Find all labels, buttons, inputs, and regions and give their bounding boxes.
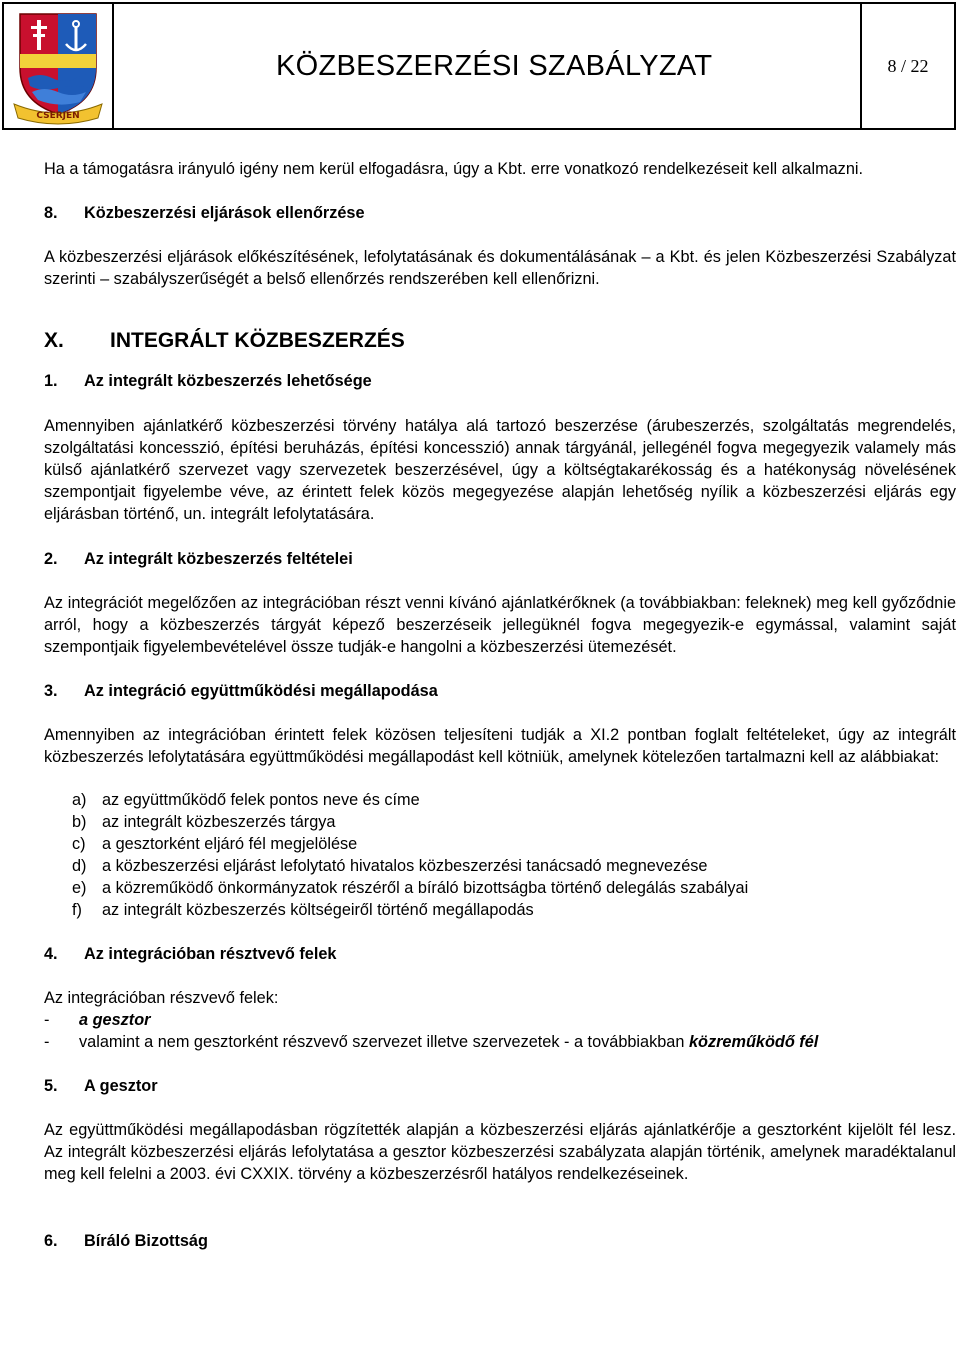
section-title: A gesztor bbox=[84, 1077, 158, 1095]
list-item bbox=[44, 1009, 956, 1031]
sub-2-heading bbox=[44, 548, 956, 570]
section-number: 4. bbox=[44, 945, 58, 963]
list-item-text: a közbeszerzési eljárást lefolytató hivatalos közbeszerzési tanácsadó megnevezése bbox=[102, 857, 708, 875]
list-item bbox=[72, 811, 956, 833]
list-item-label: - bbox=[44, 1011, 50, 1029]
sub-4-heading bbox=[44, 943, 956, 965]
list-item-text bbox=[79, 1031, 818, 1053]
section-title: Az integrált közbeszerzés lehetősége bbox=[84, 372, 372, 390]
sub-4-intro: Az integrációban részvevő felek: bbox=[44, 989, 279, 1007]
list-item-text: a közreműködő önkormányzatok részéről a bíráló bizottságba történő delegálás szabályai bbox=[102, 879, 749, 897]
section-title: Közbeszerzési eljárások ellenőrzése bbox=[84, 204, 365, 222]
list-item bbox=[72, 899, 956, 921]
coat-of-arms-icon bbox=[10, 6, 106, 126]
section-title: Az integrációban résztvevő felek bbox=[84, 945, 337, 963]
sub-1-heading bbox=[44, 370, 956, 392]
section-title: Bíráló Bizottság bbox=[84, 1232, 208, 1250]
list-item-label: e) bbox=[72, 879, 87, 897]
sub-3-body: Amennyiben az integrációban érintett felek közösen teljesíteni tudják a XI.2 pontban foglalt feltételeket, úgy az integrált közbeszerzés lefolytatására együttműködési megállapodást kell kötniük, amelynek kötelezően tartalmazni kell az alábbiakat: bbox=[44, 726, 956, 766]
intro-paragraph: Ha a támogatásra irányuló igény nem kerül elfogadásra, úgy a Kbt. erre vonatkozó rendelkezéseit kell alkalmazni. bbox=[44, 160, 864, 178]
section-number: 3. bbox=[44, 682, 58, 700]
page-number: 8 / 22 bbox=[887, 55, 929, 76]
list-item bbox=[72, 833, 956, 855]
section-number: 2. bbox=[44, 550, 58, 568]
list-item-label: d) bbox=[72, 857, 87, 875]
list-item-text: a gesztor bbox=[79, 1011, 151, 1029]
list-item bbox=[72, 789, 956, 811]
list-item bbox=[44, 1031, 956, 1053]
section-number: 8. bbox=[44, 204, 58, 222]
chapter-heading bbox=[44, 328, 956, 354]
sub-2-body: Az integrációt megelőzően az integrációban részt venni kívánó ajánlatkérőknek (a továbbiakban: feleknek) meg kell győződnie arról, hogy a közbeszerzés tárgyát képező beszerzéseik jellegüknél fogva megegyezik-e egymással, valamint saját szempontjaik figyelembevételével össze tudják-e hangolni a közbeszerzési ütemezését. bbox=[44, 594, 956, 656]
section-title: Az integráció együttműködési megállapodása bbox=[84, 682, 438, 700]
section-number: 6. bbox=[44, 1232, 58, 1250]
document-title: KÖZBESZERZÉSI SZABÁLYZAT bbox=[114, 4, 862, 128]
list-item-text: a gesztorként eljáró fél megjelölése bbox=[102, 835, 358, 853]
logo-cell bbox=[4, 4, 114, 128]
chapter-number: X. bbox=[44, 329, 64, 352]
section-number: 5. bbox=[44, 1077, 58, 1095]
sub-5-body: Az együttműködési megállapodásban rögzítették alapján a közbeszerzési eljárás ajánlatkérője a gesztorként kijelölt fél lesz. Az integrált közbeszerzési eljárás lefolytatása a gesztor közbeszerzési szabályzata alapján történik, amelynek maradéktalanul meg kell felelni a 2003. évi CXXIX. törvény a közbeszerzésről hatályos rendelkezéseinek. bbox=[44, 1121, 956, 1183]
logo-ribbon-text: CSERJÉN bbox=[36, 111, 80, 121]
list-item-label: c) bbox=[72, 835, 86, 853]
list-item-label: f) bbox=[72, 901, 82, 919]
chapter-title: INTEGRÁLT KÖZBESZERZÉS bbox=[110, 329, 405, 352]
section-8-body: A közbeszerzési eljárások előkészítésének, lefolytatásának és dokumentálásának – a Kbt. és jelen Közbeszerzési Szabályzat szerinti – szabályszerűségét a belső ellenőrzés rendszerében kell ellenőrizni. bbox=[44, 248, 956, 288]
sub-3-heading bbox=[44, 680, 956, 702]
list-item-plain: valamint a nem gesztorként részvevő szervezet illetve szervezetek - a továbbiakban bbox=[79, 1033, 689, 1051]
list-item-label: b) bbox=[72, 813, 87, 831]
sub-5-heading bbox=[44, 1075, 956, 1097]
list-item-label: a) bbox=[72, 791, 87, 809]
list-item bbox=[72, 877, 956, 899]
list-item-text: az integrált közbeszerzés költségeiről történő megállapodás bbox=[102, 901, 534, 919]
document-body bbox=[44, 158, 956, 1252]
list-item bbox=[72, 855, 956, 877]
list-item-text: az együttműködő felek pontos neve és címe bbox=[102, 791, 420, 809]
sub-1-body: Amennyiben ajánlatkérő közbeszerzési törvény hatálya alá tartozó beszerzése (árubeszerzés, szolgáltatás megrendelés, szolgáltatási koncesszió, építési beruházás, építési koncesszió) annak tárgyánál, jellegénél fogva megegyezik valamely más külső ajánlatkérő szervezet vagy szervezetek beszerzésével, úgy a költségtakarékosság és a hatékonyság növelésének szempontjait figyelembe véve, az érintett felek közös megegyezése alapján lehetőség nyílik a közbeszerzési eljárás egy eljárásban történő, un. integrált lefolytatására. bbox=[44, 417, 956, 523]
sub-6-heading bbox=[44, 1230, 956, 1252]
list-item-label: - bbox=[44, 1033, 50, 1051]
section-number: 1. bbox=[44, 372, 58, 390]
list-item-emphasis: közreműködő fél bbox=[688, 1033, 819, 1051]
list-item-text: az integrált közbeszerzés tárgya bbox=[102, 813, 336, 831]
page-header bbox=[2, 2, 956, 130]
requirements-list bbox=[44, 789, 956, 921]
section-title: Az integrált közbeszerzés feltételei bbox=[84, 550, 353, 568]
section-8-heading bbox=[44, 202, 956, 224]
